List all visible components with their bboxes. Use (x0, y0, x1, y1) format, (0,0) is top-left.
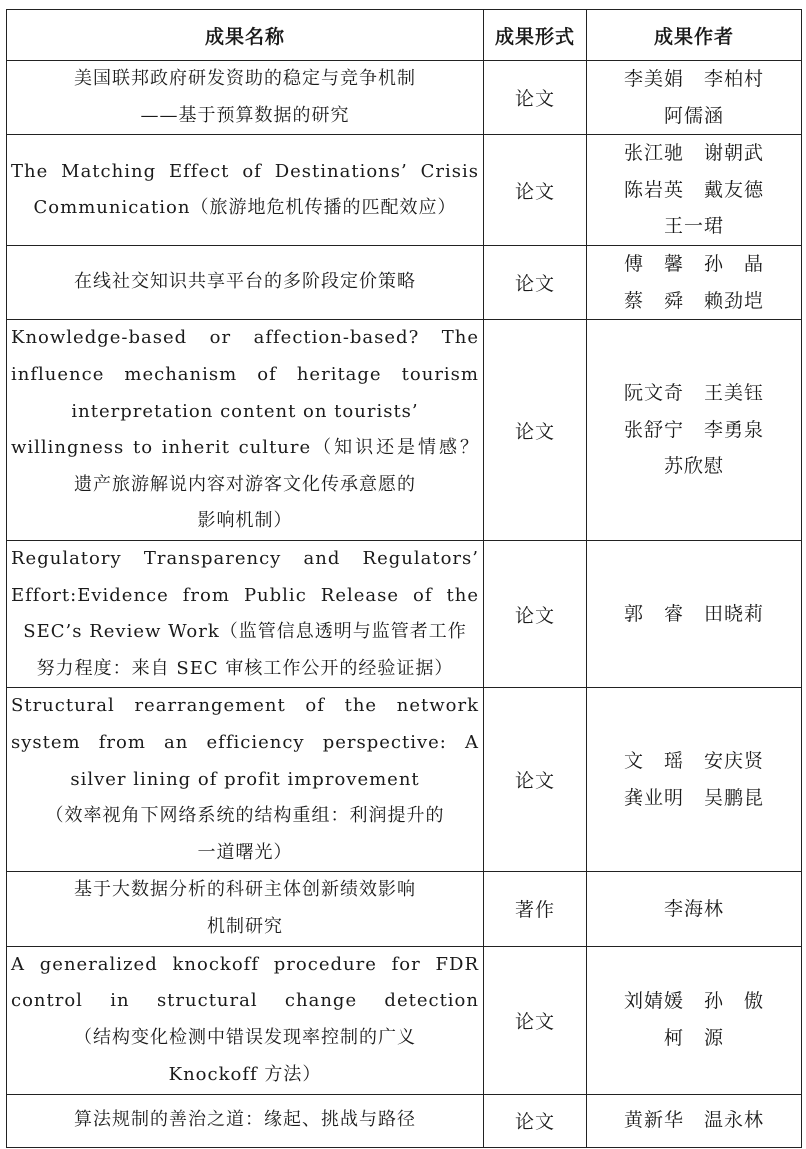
name-line: ——基于预算数据的研究 (140, 104, 350, 126)
cell-form: 论文 (484, 1094, 587, 1147)
name-line: （结构变化检测中错误发现率控制的广义 (74, 1027, 416, 1048)
table-row (7, 540, 802, 687)
header-authors: 成果作者 (587, 10, 802, 61)
cell-authors (587, 61, 802, 135)
name-line: 在线社交知识共享平台的多阶段定价策略 (74, 271, 416, 293)
author-line: 黄新华 温永林 (623, 1109, 764, 1132)
cell-authors (587, 320, 802, 541)
name-line: influence mechanism of heritage tourism (11, 363, 479, 385)
cell-form: 论文 (484, 320, 587, 541)
table-row (7, 1094, 802, 1147)
table-row (7, 246, 802, 320)
table-row (7, 946, 802, 1094)
author-line: 张江驰 谢朝武 (623, 142, 764, 165)
header-form: 成果形式 (484, 10, 587, 61)
author-line: 王一珺 (663, 215, 724, 238)
name-line: 影响机制） (197, 510, 293, 532)
name-line: Knowledge-based or affection-based? The (11, 327, 479, 349)
cell-name (7, 688, 484, 872)
cell-authors (587, 246, 802, 320)
author-line: 文 瑶 安庆贤 (623, 750, 764, 773)
table-row (7, 135, 802, 246)
author-line: 蔡 舜 赖劲垲 (623, 289, 764, 312)
name-line: Structural rearrangement of the network (11, 695, 479, 717)
name-line: 算法规制的善治之道：缘起、挑战与路径 (74, 1109, 416, 1131)
cell-name (7, 946, 484, 1094)
name-line: Regulatory Transparency and Regulators’ (11, 547, 479, 569)
author-line: 阮文奇 王美钰 (623, 382, 764, 405)
name-line: 机制研究 (207, 915, 283, 937)
cell-authors (587, 872, 802, 946)
author-line: 苏欣慰 (663, 455, 724, 478)
cell-name (7, 246, 484, 320)
table-row (7, 320, 802, 541)
table-header-row (7, 10, 802, 61)
author-line: 陈岩英 戴友德 (623, 178, 764, 201)
author-line: 龚业明 吴鹏昆 (623, 786, 764, 809)
name-line: SEC’s Review Work（监管信息透明与监管者工作 (23, 621, 467, 643)
cell-authors (587, 688, 802, 872)
author-line: 阿儒涵 (663, 104, 724, 127)
name-line: 遗产旅游解说内容对游客文化传承意愿的 (74, 473, 416, 495)
table-row (7, 61, 802, 135)
name-line: system from an efficiency perspective: A (11, 731, 479, 753)
table-row (7, 872, 802, 946)
name-line: willingness to inherit culture（知识还是情感？ (11, 437, 479, 459)
cell-name (7, 540, 484, 687)
cell-form: 论文 (484, 135, 587, 246)
cell-form: 论文 (484, 246, 587, 320)
cell-name (7, 872, 484, 946)
name-line: Communication（旅游地危机传播的匹配效应） (33, 197, 457, 219)
cell-name (7, 61, 484, 135)
name-line: （效率视角下网络系统的结构重组：利润提升的 (45, 805, 445, 827)
author-line: 刘婧媛 孙 傲 (623, 990, 764, 1013)
cell-form: 论文 (484, 540, 587, 687)
cell-form: 论文 (484, 688, 587, 872)
author-line: 郭 睿 田晓莉 (623, 602, 764, 625)
name-line: 美国联邦政府研发资助的稳定与竞争机制 (74, 68, 416, 89)
table-row (7, 688, 802, 872)
name-line: A generalized knockoff procedure for FDR (11, 953, 479, 975)
name-line: 努力程度：来自 SEC 审核工作公开的经验证据） (36, 657, 454, 679)
achievements-table (6, 9, 802, 1148)
cell-authors (587, 946, 802, 1094)
cell-form: 著作 (484, 872, 587, 946)
cell-authors (587, 1094, 802, 1147)
cell-authors (587, 540, 802, 687)
cell-form: 论文 (484, 61, 587, 135)
name-line: silver lining of profit improvement (70, 768, 420, 790)
name-line: Knockoff 方法） (168, 1063, 322, 1085)
cell-authors (587, 135, 802, 246)
name-line: 基于大数据分析的科研主体创新绩效影响 (74, 879, 416, 901)
author-line: 李美娟 李柏村 (623, 68, 764, 90)
cell-form: 论文 (484, 946, 587, 1094)
author-line: 傅 馨 孙 晶 (623, 253, 764, 276)
cell-name (7, 135, 484, 246)
cell-name (7, 320, 484, 541)
name-line: control in structural change detection (11, 990, 479, 1012)
cell-name (7, 1094, 484, 1147)
header-name: 成果名称 (7, 10, 484, 61)
author-line: 柯 源 (663, 1027, 724, 1049)
name-line: 一道曙光） (197, 841, 293, 863)
name-line: Effort:Evidence from Public Release of the (11, 584, 479, 606)
author-line: 张舒宁 李勇泉 (623, 418, 764, 441)
name-line: interpretation content on tourists’ (71, 400, 419, 422)
table-body (7, 61, 802, 1148)
name-line: The Matching Effect of Destinations’ Crisis (11, 160, 479, 182)
author-line: 李海林 (663, 897, 724, 920)
